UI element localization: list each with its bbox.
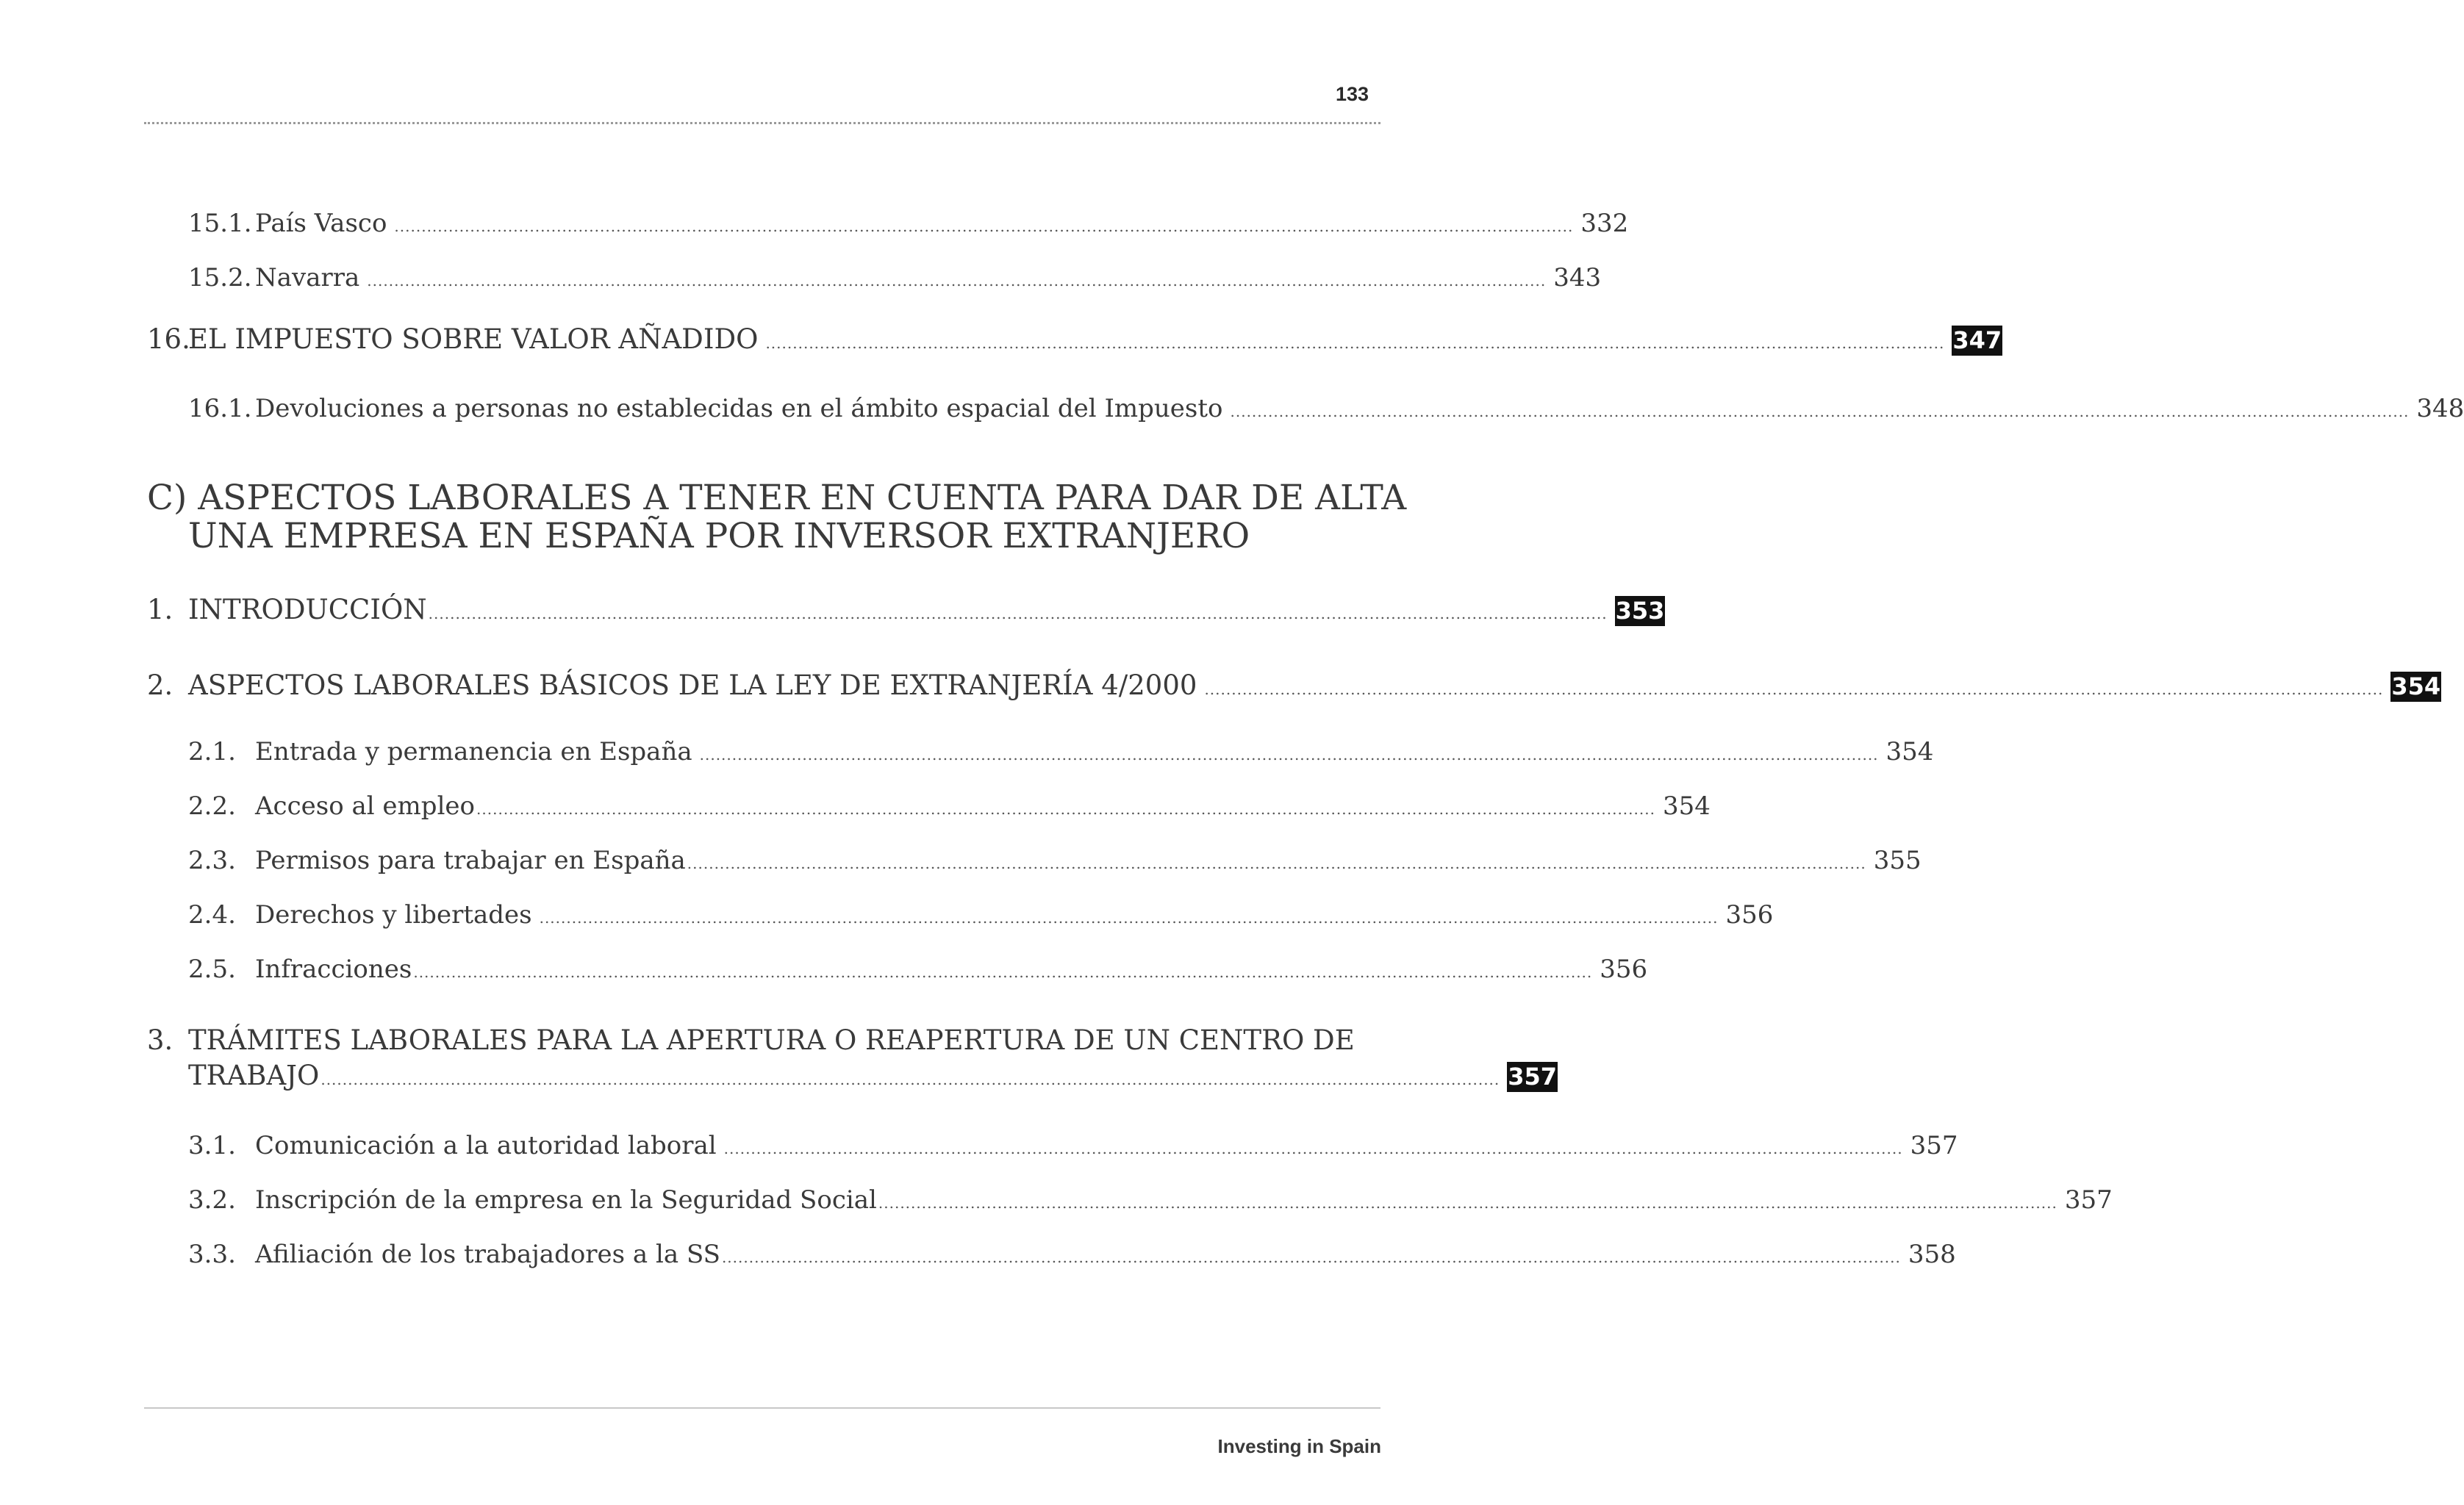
toc-entry-3-line2[interactable] xyxy=(188,1060,1558,1092)
dot-leader: .......................................................................................................................................................................................................................... xyxy=(721,1249,1901,1266)
toc-title: EL IMPUESTO SOBRE VALOR AÑADIDO xyxy=(188,323,759,355)
toc-entry-1[interactable] xyxy=(147,594,1665,626)
footer-rule xyxy=(144,1407,1380,1409)
dot-leader: .......................................................................................................................................................................................................................... xyxy=(765,334,1945,352)
toc-number: 3.2. xyxy=(188,1185,236,1215)
toc-page: 354 xyxy=(1885,737,1934,766)
toc-title: Afiliación de los trabajadores a la SS xyxy=(255,1240,720,1269)
toc-number: 1. xyxy=(147,594,173,625)
header-dotted-rule xyxy=(144,122,1380,124)
toc-title: Permisos para trabajar en España xyxy=(255,846,686,875)
toc-number: 2.3. xyxy=(188,846,236,875)
toc-page-highlight: 353 xyxy=(1615,597,1665,625)
toc-number: 2.1. xyxy=(188,737,236,766)
dot-leader: .......................................................................................................................................................................................................................... xyxy=(687,855,1866,872)
toc-number: 15.1. xyxy=(188,209,252,238)
toc-entry-3-1[interactable] xyxy=(188,1131,1958,1160)
toc-entry-15-1[interactable] xyxy=(188,209,1629,238)
dot-leader: .......................................................................................................................................................................................................................... xyxy=(320,1071,1500,1088)
toc-entry-16-1[interactable] xyxy=(188,394,2464,423)
toc-entry-2[interactable] xyxy=(147,669,2441,702)
toc-page-highlight: 347 xyxy=(1952,326,2002,354)
toc-number: 3.1. xyxy=(188,1131,236,1160)
section-heading-line1: C) ASPECTOS LABORALES A TENER EN CUENTA PARA DAR DE ALTA xyxy=(147,478,1407,518)
toc-page: 356 xyxy=(1725,900,1774,930)
toc-page: 355 xyxy=(1873,846,1922,875)
dot-leader: .......................................................................................................................................................................................................................... xyxy=(723,1140,1903,1157)
dot-leader: .......................................................................................................................................................................................................................... xyxy=(413,963,1593,981)
toc-number: 2.2. xyxy=(188,791,236,821)
footer-text: Investing in Spain xyxy=(1217,1435,1381,1457)
toc-page-highlight: 354 xyxy=(2391,672,2441,700)
toc-title: Derechos y libertades xyxy=(255,900,532,930)
toc-entry-2-2[interactable] xyxy=(188,791,1711,821)
toc-number: 16.1. xyxy=(188,394,252,423)
toc-number: 15.2. xyxy=(188,263,252,292)
toc-entry-15-2[interactable] xyxy=(188,263,1602,292)
toc-title: Entrada y permanencia en España xyxy=(255,737,692,766)
toc-number: 3. xyxy=(147,1024,173,1056)
toc-page: 343 xyxy=(1553,263,1602,292)
section-heading xyxy=(147,479,1406,556)
toc-title: País Vasco xyxy=(255,209,387,238)
toc-title: Comunicación a la autoridad laboral xyxy=(255,1131,717,1160)
dot-leader: .......................................................................................................................................................................................................................... xyxy=(476,800,1655,818)
toc-entry-3-3[interactable] xyxy=(188,1240,1956,1269)
dot-leader: .......................................................................................................................................................................................................................... xyxy=(1204,680,2384,698)
toc-page-highlight: 357 xyxy=(1508,1063,1558,1091)
toc-page: 356 xyxy=(1600,955,1648,984)
toc-entry-2-4[interactable] xyxy=(188,900,1774,930)
toc-page: 358 xyxy=(1908,1240,1956,1269)
dot-leader: .......................................................................................................................................................................................................................... xyxy=(367,272,1547,290)
toc-entry-16[interactable] xyxy=(147,323,2002,356)
toc-number: 3.3. xyxy=(188,1240,236,1269)
toc-entry-3-2[interactable] xyxy=(188,1185,2113,1215)
toc-number: 2.4. xyxy=(188,900,236,930)
toc-title: ASPECTOS LABORALES BÁSICOS DE LA LEY DE EXTRANJERÍA 4/2000 xyxy=(188,669,1197,701)
toc-entry-3-line1[interactable] xyxy=(147,1024,1355,1056)
toc-page: 332 xyxy=(1580,209,1629,238)
toc-page: 354 xyxy=(1662,791,1711,821)
dot-leader: .......................................................................................................................................................................................................................... xyxy=(394,218,1574,235)
toc-number: 2. xyxy=(147,669,173,701)
toc-title: Navarra xyxy=(255,263,360,292)
dot-leader: .......................................................................................................................................................................................................................... xyxy=(428,605,1608,622)
toc-entry-2-3[interactable] xyxy=(188,846,1922,875)
toc-title: Inscripción de la empresa en la Seguridad Social xyxy=(255,1185,877,1215)
section-heading-line2: UNA EMPRESA EN ESPAÑA POR INVERSOR EXTRANJERO xyxy=(188,516,1250,556)
dot-leader: .......................................................................................................................................................................................................................... xyxy=(878,1194,2057,1212)
dot-leader: .......................................................................................................................................................................................................................... xyxy=(539,909,1719,927)
dot-leader: .......................................................................................................................................................................................................................... xyxy=(1230,403,2410,420)
toc-title: Acceso al empleo xyxy=(255,791,476,821)
page-number: 133 xyxy=(1335,83,1369,105)
toc-page: 357 xyxy=(2064,1185,2113,1215)
toc-page: 348 xyxy=(2416,394,2464,423)
toc-title: INTRODUCCIÓN xyxy=(188,594,427,625)
toc-title: Infracciones xyxy=(255,955,412,984)
toc-number: 2.5. xyxy=(188,955,236,984)
toc-title: TRABAJO xyxy=(188,1060,320,1091)
toc-page: 357 xyxy=(1910,1131,1958,1160)
toc-number: 16. xyxy=(147,323,190,355)
toc-title: TRÁMITES LABORALES PARA LA APERTURA O REAPERTURA DE UN CENTRO DE xyxy=(188,1024,1355,1056)
toc-title: Devoluciones a personas no establecidas en el ámbito espacial del Impuesto xyxy=(255,394,1223,423)
dot-leader: .......................................................................................................................................................................................................................... xyxy=(699,746,1879,764)
toc-entry-2-1[interactable] xyxy=(188,737,1934,766)
toc-entry-2-5[interactable] xyxy=(188,955,1648,984)
